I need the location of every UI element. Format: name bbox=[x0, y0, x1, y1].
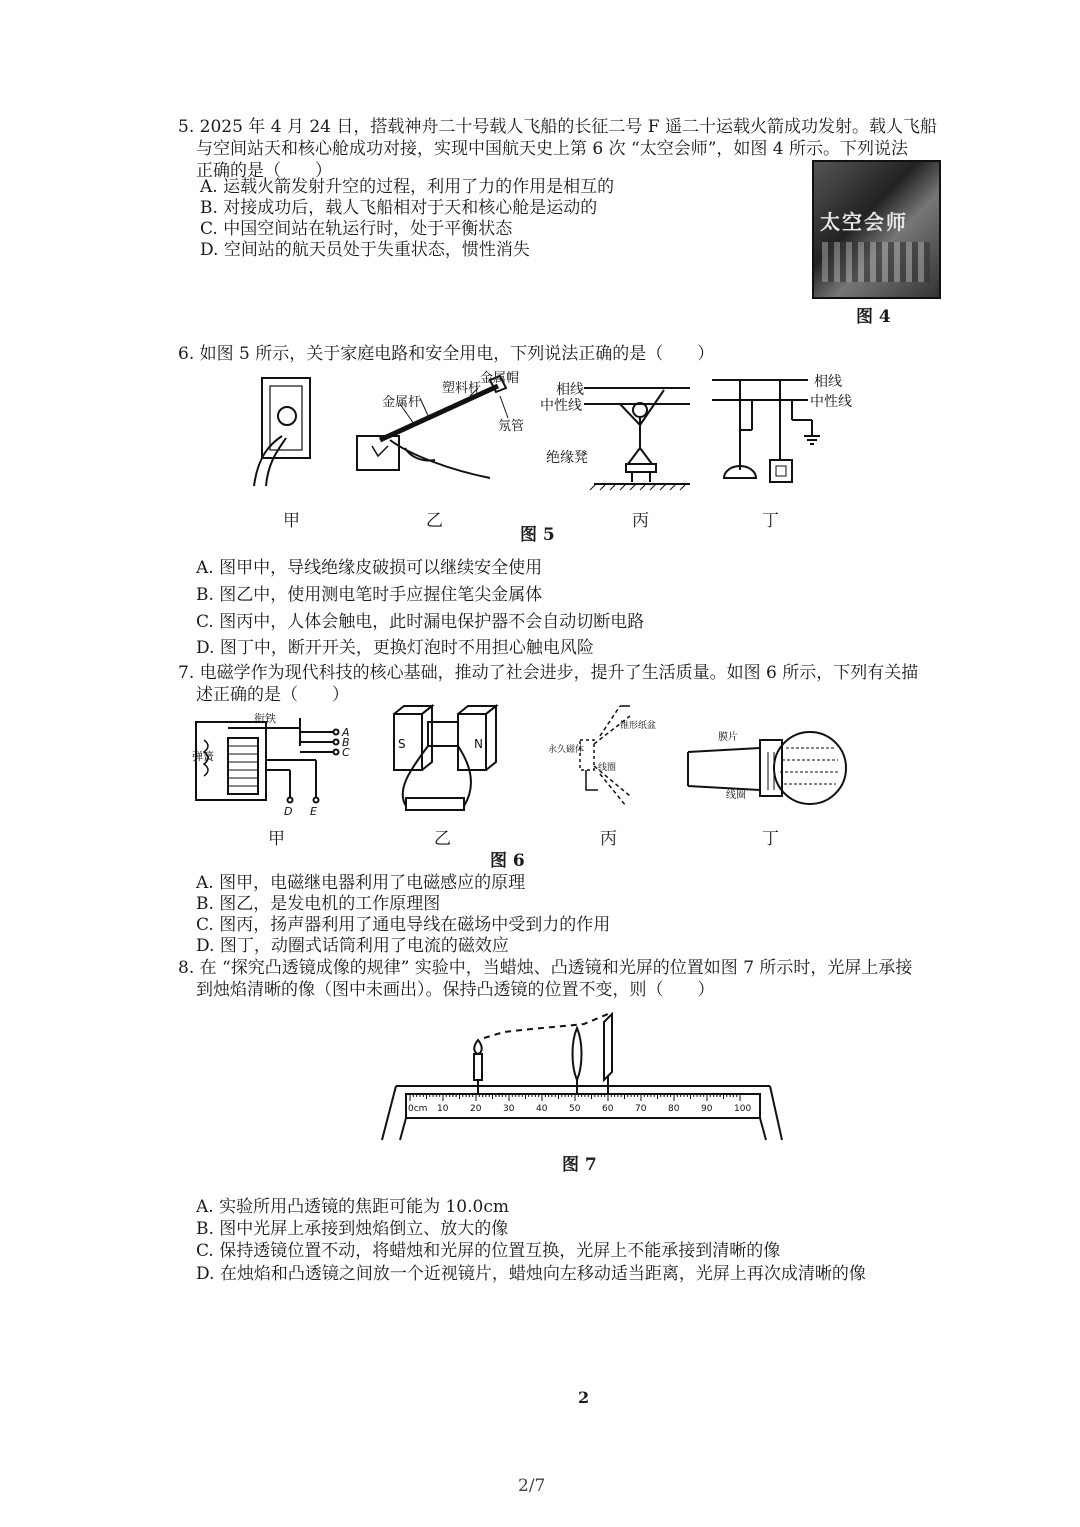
fig5-d-label-live: 相线 bbox=[814, 374, 842, 390]
q7-option-d: D. 图丁，动圈式话筒利用了电流的磁效应 bbox=[196, 936, 509, 956]
ruler-tick-label: 40 bbox=[536, 1104, 548, 1114]
fig6-sub-d: 丁 bbox=[762, 829, 779, 849]
q5-option-a: A. 运载火箭发射升空的过程，利用了力的作用是相互的 bbox=[200, 177, 615, 197]
q8-option-b: B. 图中光屏上承接到烛焰倒立、放大的像 bbox=[196, 1219, 509, 1239]
q8-option-d: D. 在烛焰和凸透镜之间放一个近视镜片，蜡烛向左移动适当距离，光屏上再次成清晰的像 bbox=[196, 1264, 866, 1284]
ruler-tick-label: 50 bbox=[569, 1104, 581, 1114]
ruler-tick-label: 90 bbox=[701, 1104, 713, 1114]
q5-option-d: D. 空间站的航天员处于失重状态，惯性消失 bbox=[200, 240, 530, 260]
q6-option-a: A. 图甲中，导线绝缘皮破损可以继续安全使用 bbox=[196, 558, 543, 578]
figure6-caption: 图 6 bbox=[490, 851, 525, 871]
photo-caption-text: 太空会师 bbox=[820, 210, 908, 234]
figure4-caption: 图 4 bbox=[856, 307, 891, 327]
fig6-b-label-N: N bbox=[474, 737, 483, 751]
fig5-sub-b: 乙 bbox=[426, 511, 443, 531]
fig6-a-label-B: B bbox=[342, 736, 350, 749]
fig6-sub-b: 乙 bbox=[434, 829, 451, 849]
q6-option-c: C. 图丙中，人体会触电，此时漏电保护器不会自动切断电路 bbox=[196, 612, 645, 632]
fig6-a-label-iron: 衔铁 bbox=[254, 712, 276, 725]
page-footer: 2/7 bbox=[518, 1476, 546, 1496]
ruler-tick-label: 70 bbox=[635, 1104, 647, 1114]
fig6-a-label-D: D bbox=[284, 805, 293, 818]
ruler-tick-label: 60 bbox=[602, 1104, 614, 1114]
fig5-b-label-plastic: 塑料杆 bbox=[442, 381, 482, 396]
fig6-a-label-A: A bbox=[342, 726, 350, 739]
q5-option-c: C. 中国空间站在轨运行时，处于平衡状态 bbox=[200, 219, 513, 239]
fig6-a-label-C: C bbox=[342, 746, 350, 759]
fig5-c-label-stool: 绝缘凳 bbox=[546, 450, 588, 466]
ruler-tick-label: 0cm bbox=[408, 1104, 428, 1114]
q8-option-a: A. 实验所用凸透镜的焦距可能为 10.0cm bbox=[196, 1197, 509, 1217]
fig5-sub-d: 丁 bbox=[762, 511, 779, 531]
fig5-b-label-cap: 金属帽 bbox=[480, 371, 520, 386]
fig5-sub-c: 丙 bbox=[632, 511, 649, 531]
q5-line-2: 与空间站天和核心舱成功对接，实现中国航天史上第 6 次 “太空会师”，如图 4 所示。下列说法 bbox=[196, 139, 909, 159]
fig6-sub-c: 丙 bbox=[600, 829, 617, 849]
fig6-d-label-membrane: 膜片 bbox=[718, 732, 738, 743]
q8-option-c: C. 保持透镜位置不动，将蜡烛和光屏的位置互换，光屏上不能承接到清晰的像 bbox=[196, 1241, 781, 1261]
page-number: 2 bbox=[578, 1388, 590, 1407]
q6-option-b: B. 图乙中，使用测电笔时手应握住笔尖金属体 bbox=[196, 585, 543, 605]
fig6-c-label-coil: 线圈 bbox=[598, 763, 617, 773]
q7-line-1: 7. 电磁学作为现代科技的核心基础，推动了社会进步，提升了生活质量。如图 6 所示，下列有关描 bbox=[178, 663, 919, 683]
light-screen bbox=[604, 1014, 612, 1094]
light-rays bbox=[484, 1014, 608, 1038]
fig6-c-label-cone: 锥形纸盆 bbox=[620, 721, 657, 731]
q6-stem: 6. 如图 5 所示，关于家庭电路和安全用电，下列说法正确的是（ ） bbox=[178, 344, 715, 364]
fig5-sub-a: 甲 bbox=[283, 511, 300, 531]
q8-line-1: 8. 在 “探究凸透镜成像的规律” 实验中，当蜡烛、凸透镜和光屏的位置如图 7 所示时，光屏上承接 bbox=[178, 958, 913, 978]
ruler-tick-label: 80 bbox=[668, 1104, 680, 1114]
fig6-a-label-E: E bbox=[310, 805, 317, 818]
q6-option-d: D. 图丁中，断开开关，更换灯泡时不用担心触电风险 bbox=[196, 638, 594, 658]
ruler-tick-label: 30 bbox=[503, 1104, 515, 1114]
ruler-tick-label: 10 bbox=[437, 1104, 449, 1114]
fig6-b-label-S: S bbox=[398, 737, 406, 751]
ruler-tick-label: 100 bbox=[734, 1104, 752, 1114]
figure7-caption: 图 7 bbox=[562, 1155, 597, 1175]
q7-line-2: 述正确的是（ ） bbox=[196, 685, 349, 705]
q7-option-a: A. 图甲，电磁继电器利用了电磁感应的原理 bbox=[196, 873, 526, 893]
q8-line-2: 到烛焰清晰的像（图中未画出）。保持凸透镜的位置不变，则（ ） bbox=[196, 980, 715, 1000]
fig5-c-label-live: 相线 bbox=[556, 382, 584, 398]
fig5-b-label-rod: 金属杆 bbox=[382, 395, 422, 410]
convex-lens bbox=[573, 1028, 582, 1094]
q7-option-c: C. 图丙，扬声器利用了通电导线在磁场中受到力的作用 bbox=[196, 915, 611, 935]
fig6-a-label-spring: 弹簧 bbox=[192, 750, 214, 763]
q5-line-1: 5. 2025 年 4 月 24 日，搭载神舟二十号载人飞船的长征二号 F 遥二十运载火箭成功发射。载人飞船 bbox=[178, 117, 937, 137]
q5-line-3: 正确的是（ ） bbox=[196, 161, 332, 181]
fig6-d-label-coil: 线圈 bbox=[726, 790, 746, 801]
fig6-sub-a: 甲 bbox=[268, 829, 285, 849]
figure5-caption: 图 5 bbox=[520, 525, 555, 545]
fig5-c-label-neutral: 中性线 bbox=[540, 398, 582, 414]
fig5-d-label-neutral: 中性线 bbox=[810, 394, 852, 410]
fig6-c-label-magnet: 永久磁体 bbox=[548, 745, 585, 755]
ruler-tick-label: 20 bbox=[470, 1104, 482, 1114]
q5-option-b: B. 对接成功后，载人飞船相对于天和核心舱是运动的 bbox=[200, 198, 598, 218]
q7-option-b: B. 图乙，是发电机的工作原理图 bbox=[196, 894, 441, 914]
fig5-b-label-neon: 氖管 bbox=[498, 419, 525, 434]
